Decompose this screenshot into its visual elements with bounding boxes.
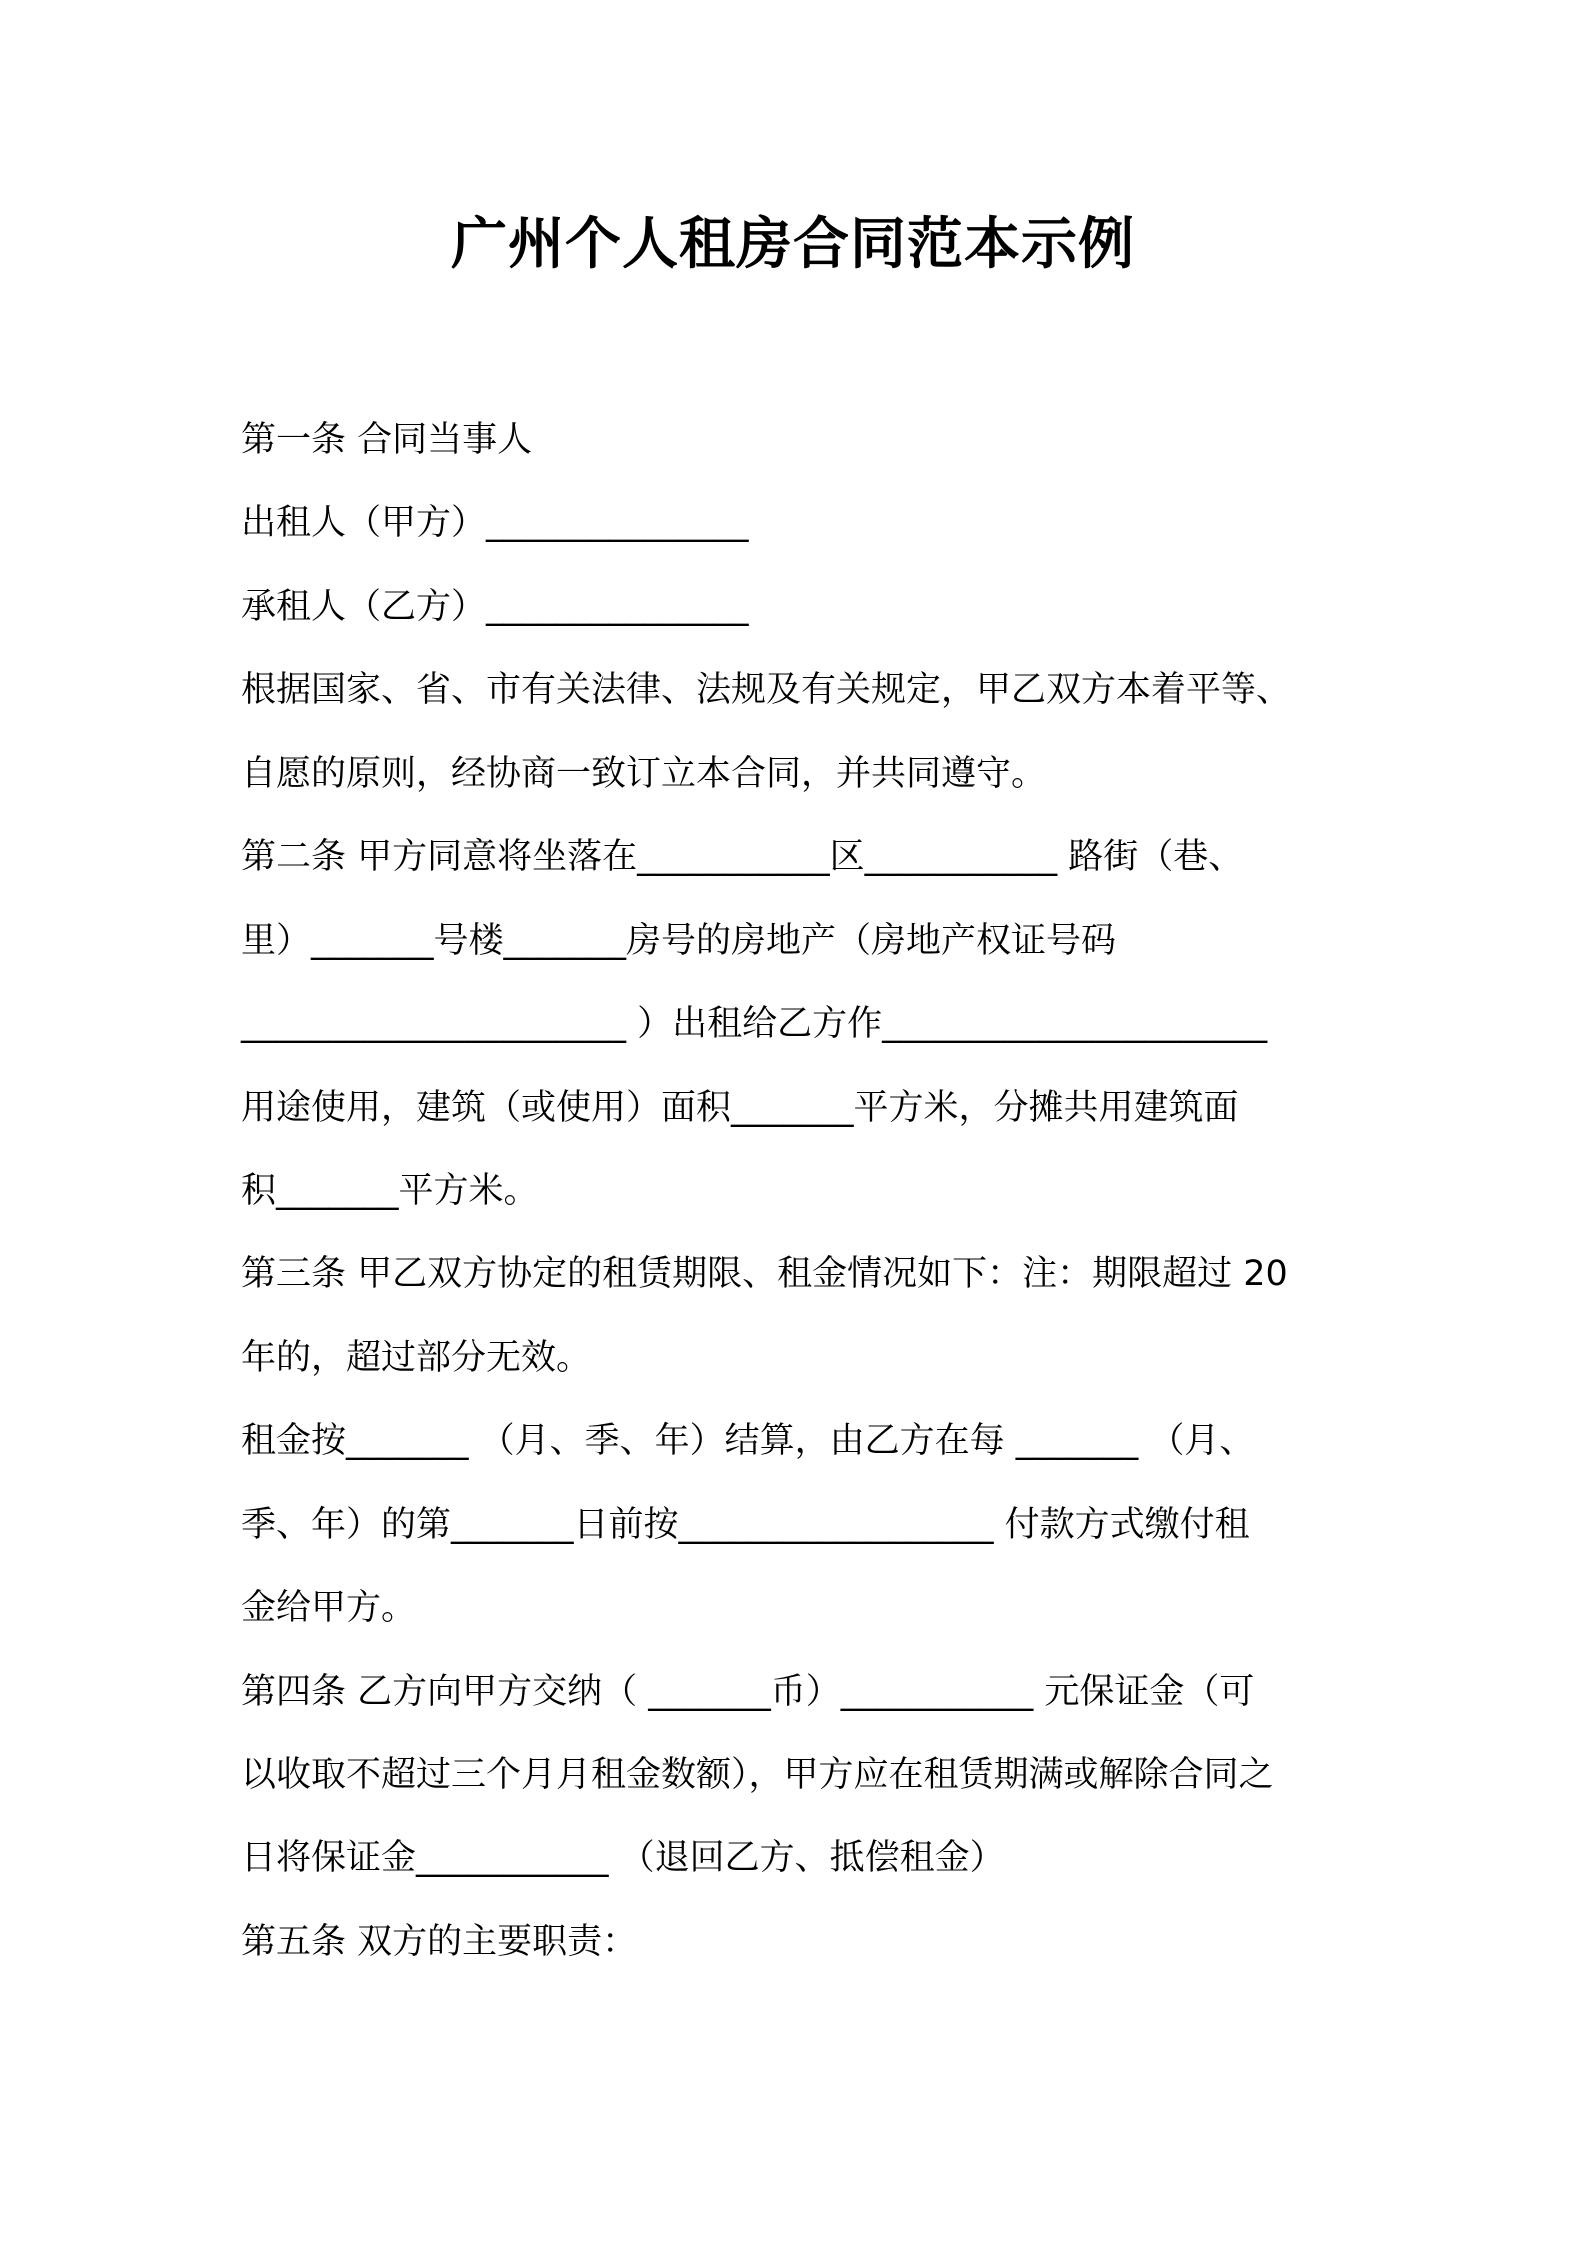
text-line: 日将保证金___________ （退回乙方、抵偿租金） — [241, 1838, 1005, 1878]
text-line: 里）_______号楼_______房号的房地产（房地产权证号码 — [241, 921, 1117, 961]
article-1-heading: 第一条 合同当事人 — [241, 420, 533, 460]
text-line: 以收取不超过三个月月租金数额），甲方应在租赁期满或解除合同之 — [241, 1755, 1274, 1795]
text-line: 金给甲方。 — [241, 1588, 417, 1628]
text-line: ______________________ ）出租给乙方作______________________ — [241, 1004, 1268, 1044]
text-line: 根据国家、省、市有关法律、法规及有关规定，甲乙双方本着平等、 — [241, 670, 1292, 710]
article-3-line: 第三条 甲乙双方协定的租赁期限、租金情况如下：注：期限超过 20 — [241, 1254, 1288, 1294]
article-2-line: 第二条 甲方同意将坐落在___________区___________ 路街（巷、 — [241, 837, 1244, 877]
text-line: 年的，超过部分无效。 — [241, 1338, 592, 1378]
lessor-line: 出租人（甲方）_______________ — [241, 503, 749, 543]
text-line: 自愿的原则，经协商一致订立本合同，并共同遵守。 — [241, 754, 1047, 794]
text-line: 租金按_______ （月、季、年）结算，由乙方在每 _______ （月、 — [241, 1421, 1255, 1461]
article-4-line: 第四条 乙方向甲方交纳（ _______币）___________ 元保证金（可 — [241, 1672, 1255, 1712]
lessee-line: 承租人（乙方）_______________ — [241, 587, 749, 627]
article-5-heading: 第五条 双方的主要职责： — [241, 1922, 638, 1962]
text-line: 积_______平方米。 — [241, 1171, 539, 1211]
text-line: 季、年）的第_______日前按__________________ 付款方式缴付租 — [241, 1505, 1250, 1545]
text-line: 用途使用，建筑（或使用）面积_______平方米，分摊共用建筑面 — [241, 1088, 1239, 1128]
document-title: 广州个人租房合同范本示例 — [451, 212, 1135, 277]
